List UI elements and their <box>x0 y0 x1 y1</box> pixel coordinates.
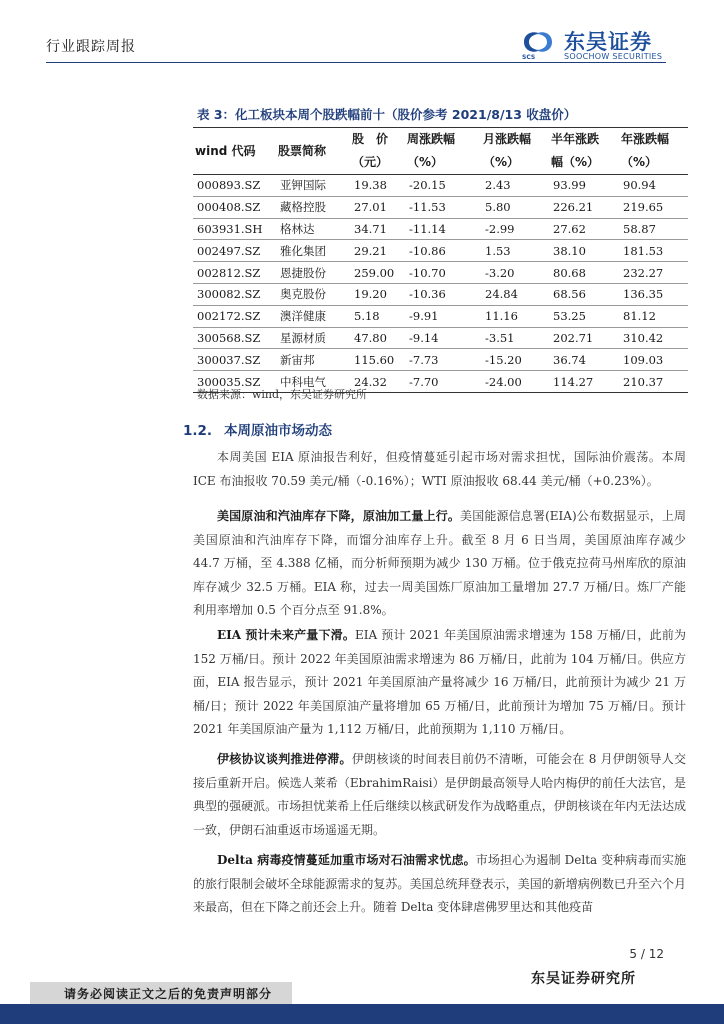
col-header-month: 月涨跌幅 （%） <box>483 132 532 169</box>
cell-price: 47.80 <box>354 330 387 345</box>
footer-org: 东吴证券研究所 <box>531 971 636 987</box>
cell-code: 002497.SZ <box>197 243 261 258</box>
cell-code: 300035.SZ <box>197 374 261 389</box>
cell-year: 219.65 <box>623 200 664 215</box>
logo-cn-text: 东吴证券 <box>564 30 652 54</box>
cell-price: 5.18 <box>354 309 380 324</box>
cell-price: 259.00 <box>354 265 395 280</box>
cell-half: 226.21 <box>553 200 594 215</box>
header-rule <box>46 62 666 63</box>
cell-name: 藏格控股 <box>280 200 326 215</box>
section-title: 本周原油市场动态 <box>224 423 333 439</box>
section-number: 1.2. <box>183 423 213 439</box>
table-row <box>193 283 688 305</box>
cell-year: 109.03 <box>623 352 664 367</box>
cell-code: 000893.SZ <box>197 178 261 193</box>
cell-half: 36.74 <box>553 352 586 367</box>
cell-half: 93.99 <box>553 178 586 193</box>
cell-price: 27.01 <box>354 200 387 215</box>
cell-month: -2.99 <box>485 221 515 236</box>
cell-price: 19.20 <box>354 287 387 302</box>
cell-week: -11.14 <box>409 221 446 236</box>
cell-year: 81.12 <box>623 309 656 324</box>
cell-year: 310.42 <box>623 330 664 345</box>
col-header-year: 年涨跌幅 （%） <box>621 132 670 169</box>
cell-year: 90.94 <box>623 178 656 193</box>
cell-price: 34.71 <box>354 221 387 236</box>
cell-code: 002812.SZ <box>197 265 261 280</box>
cell-name: 新宙邦 <box>280 352 315 367</box>
cell-week: -10.70 <box>409 265 446 280</box>
cell-name: 中科电气 <box>280 374 326 389</box>
page-number: 5 / 12 <box>629 947 664 961</box>
cell-name: 雅化集团 <box>280 243 326 258</box>
cell-code: 300568.SZ <box>197 330 261 345</box>
cell-month: -15.20 <box>485 352 522 367</box>
cell-name: 星源材质 <box>280 330 326 345</box>
cell-month: -3.51 <box>485 330 515 345</box>
col-header-name: 股票简称 <box>278 144 327 158</box>
company-logo <box>520 26 680 62</box>
cell-month: 1.53 <box>485 243 511 258</box>
logo-mark-icon <box>520 28 556 56</box>
table-row <box>193 305 688 327</box>
cell-year: 58.87 <box>623 221 656 236</box>
cell-week: -7.70 <box>409 374 439 389</box>
disclaimer-text: 请务必阅读正文之后的免责声明部分 <box>64 987 273 1001</box>
section-heading <box>183 419 332 439</box>
report-type-label: 行业跟踪周报 <box>46 39 136 55</box>
cell-name: 亚钾国际 <box>280 178 326 193</box>
cell-half: 202.71 <box>553 330 594 345</box>
cell-week: -20.15 <box>409 178 446 193</box>
cell-half: 80.68 <box>553 265 586 280</box>
cell-code: 603931.SH <box>197 221 263 236</box>
cell-name: 恩捷股份 <box>280 265 326 280</box>
cell-price: 24.32 <box>354 374 387 389</box>
cell-code: 002172.SZ <box>197 309 261 324</box>
table-source: 数据来源：wind，东吴证券研究所 <box>197 388 368 401</box>
cell-name: 澳洋健康 <box>280 309 326 324</box>
cell-month: 11.16 <box>485 309 518 324</box>
table-row <box>193 240 688 262</box>
cell-month: 5.80 <box>485 200 511 215</box>
col-header-half: 半年涨跌 幅（%） <box>551 132 600 169</box>
footer-band <box>0 1004 724 1024</box>
cell-month: -24.00 <box>485 374 522 389</box>
table-row <box>193 349 688 371</box>
cell-half: 114.27 <box>553 374 594 389</box>
col-header-week: 周涨跌幅 （%） <box>407 132 456 169</box>
cell-month: 2.43 <box>485 178 511 193</box>
table-row <box>193 327 688 349</box>
col-header-code: wind 代码 <box>195 144 256 158</box>
paragraph-3: EIA 预计未来产量下滑。EIA 预计 2021 年美国原油需求增速为 158 万桶/日，此前为 152 万桶/日。预计 2022 年美国原油需求增速为 86 万桶/日，此前为 104 万桶/日。供应方面，EIA 报告显示，预计 2021 年美国原油产量将减少 16 万桶/日，此前预计为减少 21 万桶/日；预计 2022 年美国原油产量将增加 65 万桶/日，此前预计为增加 75 万桶/日。预计 2021 年美国原油产量为 1,112 万桶/日，此前预期为 1,110 万桶/日。 <box>193 628 687 737</box>
cell-price: 115.60 <box>354 352 395 367</box>
table-row <box>193 218 688 240</box>
paragraph-5: Delta 病毒疫情蔓延加重市场对石油需求忧虑。市场担心为遏制 Delta 变种病毒而实施的旅行限制会破坏全球能源需求的复苏。美国总统拜登表示，美国的新增病例数已升至六个月来最高，但在下降之前还会上升。随着 Delta 变体肆虐佛罗里达和其他疫苗 <box>193 853 686 915</box>
cell-month: -3.20 <box>485 265 515 280</box>
cell-week: -7.73 <box>409 352 439 367</box>
cell-year: 136.35 <box>623 287 664 302</box>
cell-name: 格林达 <box>280 221 315 236</box>
paragraph-1: 本周美国 EIA 原油报告利好，但疫情蔓延引起市场对需求担忧，国际油价震荡。本周 ICE 布油报收 70.59 美元/桶（-0.16%）；WTI 原油报收 68.44 美元/桶（+0.23%）。 <box>193 450 686 488</box>
cell-week: -9.14 <box>409 330 439 345</box>
logo-mark-text: SCS <box>522 54 536 61</box>
table-row <box>193 196 688 218</box>
table-title: 表 3：化工板块本周个股跌幅前十（股价参考 2021/8/13 收盘价） <box>197 107 577 122</box>
paragraph-2: 美国原油和汽油库存下降，原油加工量上行。美国能源信息署(EIA)公布数据显示，上周美国原油和汽油库存下降，而馏分油库存上升。截至 8 月 6 日当周，美国原油库存减少 44.7 万桶，至 4.388 亿桶，而分析师预期为减少 130 万桶。位于俄克拉荷马州库欣的原油库存减少 32.5 万桶。EIA 称，过去一周美国炼厂原油加工量增加 27.7 万桶/日。炼厂产能利用率增加 0.5 个百分点至 91.8%。 <box>193 509 687 618</box>
table-row <box>193 262 688 284</box>
table-header-row <box>193 128 688 175</box>
cell-half: 53.25 <box>553 309 586 324</box>
cell-name: 奥克股份 <box>280 287 326 302</box>
cell-year: 232.27 <box>623 265 664 280</box>
cell-half: 68.56 <box>553 287 586 302</box>
cell-week: -10.36 <box>409 287 446 302</box>
col-header-price: 股 价 （元） <box>352 132 389 169</box>
cell-price: 29.21 <box>354 243 387 258</box>
cell-code: 300037.SZ <box>197 352 261 367</box>
paragraph-4: 伊核协议谈判推进停滞。伊朗核谈的时间表目前仍不清晰，可能会在 8 月伊朗领导人交接后重新开启。候选人莱希（EbrahimRaisi）是伊朗最高领导人哈内梅伊的前任大法官，是典型的强硬派。市场担忧莱希上任后继续以核武研发作为战略重点，伊朗核谈在年内无法达成一致，伊朗石油重返市场遥遥无期。 <box>193 752 686 837</box>
logo-en-text: SOOCHOW SECURITIES <box>564 52 663 61</box>
cell-month: 24.84 <box>485 287 518 302</box>
cell-half: 27.62 <box>553 221 586 236</box>
cell-year: 181.53 <box>623 243 664 258</box>
cell-code: 300082.SZ <box>197 287 261 302</box>
cell-half: 38.10 <box>553 243 586 258</box>
cell-price: 19.38 <box>354 178 387 193</box>
cell-week: -11.53 <box>409 200 446 215</box>
cell-year: 210.37 <box>623 374 664 389</box>
cell-week: -9.91 <box>409 309 439 324</box>
cell-code: 000408.SZ <box>197 200 261 215</box>
cell-week: -10.86 <box>409 243 446 258</box>
disclaimer-bar <box>30 982 292 1004</box>
stock-decline-table <box>193 127 688 393</box>
table-row <box>193 175 688 197</box>
